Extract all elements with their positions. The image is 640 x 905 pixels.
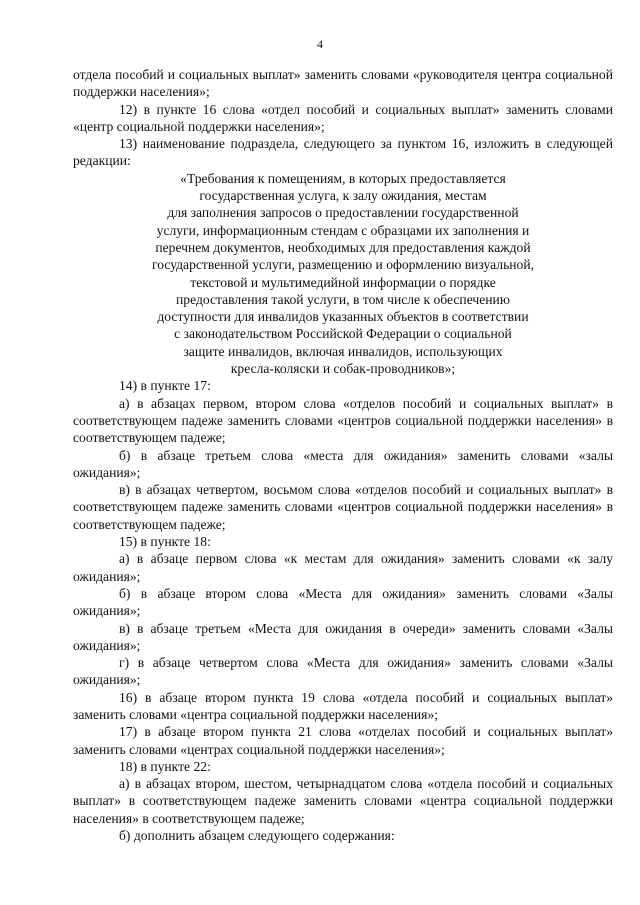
page-number: 4 <box>317 37 323 51</box>
paragraph: 18) в пункте 22: <box>119 758 211 774</box>
paragraph: а) в абзацах втором, шестом, четырнадцатом слова «отдела пособий и социальных выплат» в соответствующем падеже заменить словами «центра социальной поддержки населения» в соответствующем падеже; <box>73 776 613 826</box>
paragraph: 16) в абзаце втором пункта 19 слова «отдела пособий и социальных выплат» заменить словами «центра социальной поддержки населения»; <box>73 689 613 722</box>
heading-line: кресла-коляски и собак-проводников»; <box>230 361 456 377</box>
paragraph: 17) в абзаце втором пункта 21 слова «отделах пособий и социальных выплат» заменить словами «центрах социальной поддержки населения»; <box>73 724 613 757</box>
paragraph: б) в абзаце третьем слова «места для ожидания» заменить словами «залы ожидания»; <box>73 447 613 480</box>
paragraph: а) в абзаце первом слова «к местам для ожидания» заменить словами «к залу ожидания»; <box>73 551 613 584</box>
heading-line: государственная услуга, к залу ожидания, местам <box>199 188 487 204</box>
paragraph: 12) в пункте 16 слова «отдел пособий и социальных выплат» заменить словами «центр социальной поддержки населения»; <box>73 101 613 134</box>
heading-line: государственной услуги, размещению и оформлению визуальной, <box>151 257 535 273</box>
heading-line: доступности для инвалидов указанных объектов в соответствии <box>157 309 529 325</box>
heading-line: «Требования к помещениям, в которых предоставляется <box>180 170 506 186</box>
paragraph: 15) в пункте 18: <box>119 534 211 550</box>
paragraph: а) в абзацах первом, втором слова «отделов пособий и социальных выплат» в соответствующем падеже заменить словами «центров социальной поддержки населения» в соответствующем падеже; <box>73 395 613 446</box>
paragraph: в) в абзацах четвертом, восьмом слова «отделов пособий и социальных выплат» в соответствующем падеже заменить словами «центров социальной поддержки населения» в соответствующем падеже; <box>73 482 613 532</box>
paragraph: 13) наименование подраздела, следующего за пунктом 16, изложить в следующей редакции: <box>73 136 613 169</box>
heading-line: текстовой и мультимедийной информации о порядке <box>190 274 496 290</box>
heading-line: предоставления такой услуги, в том числе к обеспечению <box>176 291 510 307</box>
paragraph: б) в абзаце втором слова «Места для ожидания» заменить словами «Залы ожидания»; <box>73 585 613 619</box>
heading-line: услуги, информационным стендам с образцами их заполнения и <box>156 222 530 238</box>
paragraph: г) в абзаце четвертом слова «Места для ожидания» заменить словами «Залы ожидания»; <box>73 655 613 688</box>
paragraph: б) дополнить абзацем следующего содержания: <box>119 828 395 844</box>
heading-line: с законодательством Российской Федерации о социальной <box>174 326 512 342</box>
paragraph: 14) в пункте 17: <box>119 378 211 394</box>
document-body <box>73 66 613 844</box>
paragraph: отдела пособий и социальных выплат» заменить словами «руководителя центра социальной поддержки населения»; <box>73 67 613 100</box>
heading-line: защите инвалидов, включая инвалидов, использующих <box>183 343 503 359</box>
subsection-title-quote <box>73 170 613 378</box>
heading-line: перечнем документов, необходимых для предоставления каждой <box>155 239 531 255</box>
heading-line: для заполнения запросов о предоставлении государственной <box>167 205 519 221</box>
paragraph: в) в абзаце третьем «Места для ожидания в очереди» заменить словами «Залы ожидания»; <box>73 620 613 653</box>
